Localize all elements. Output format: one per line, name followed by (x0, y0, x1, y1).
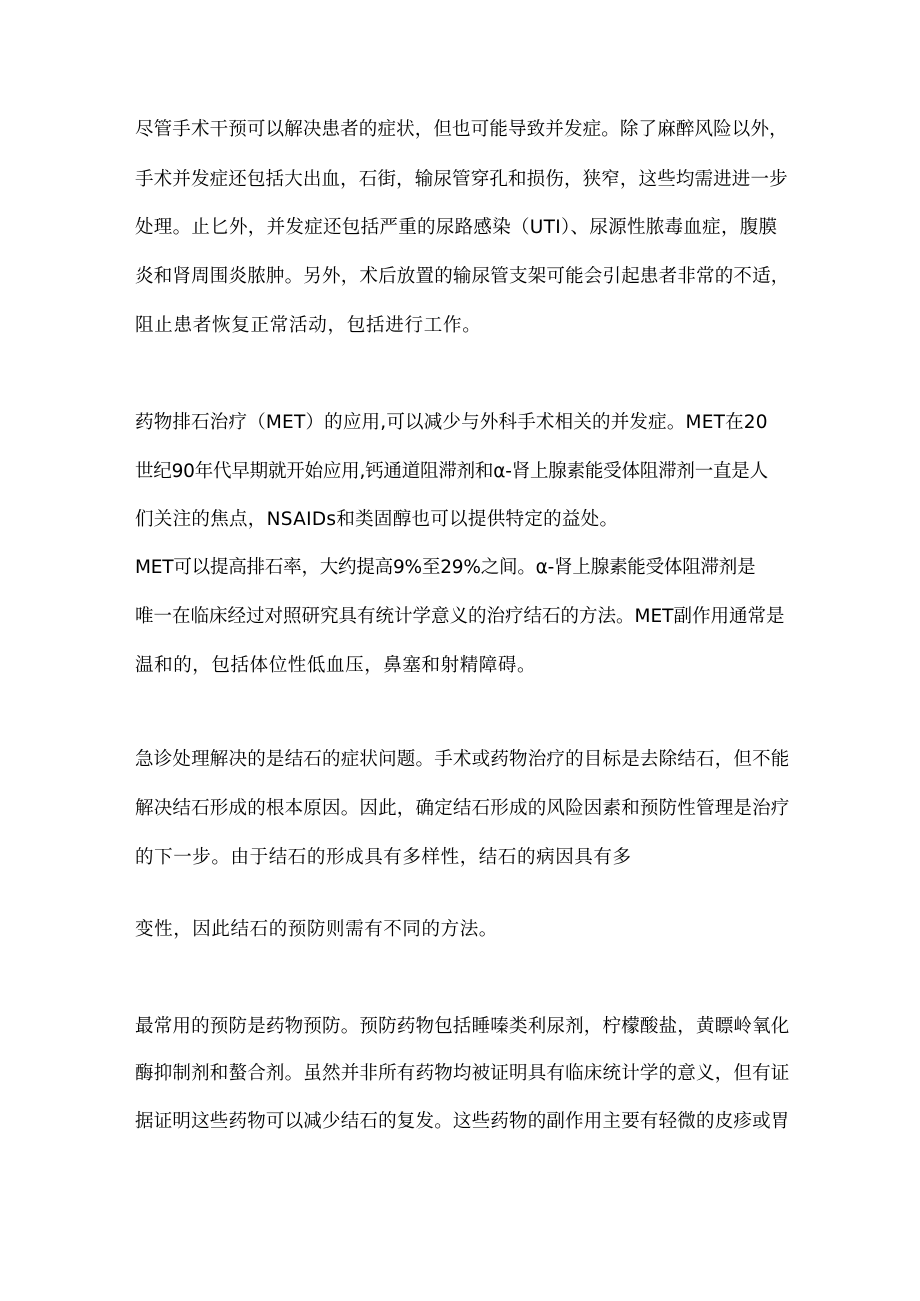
text-line: 阻止患者恢复正常活动，包括进行工作。 (135, 315, 482, 336)
text-line: 炎和肾周围炎脓肿。另外，术后放置的输尿管支架可能会引起患者非常的不适， (135, 266, 790, 287)
text-line: 们关注的焦点，NSAIDs和类固醇也可以提供特定的益处。 (135, 509, 619, 530)
text-line: 据证明这些药物可以减少结石的复发。这些药物的副作用主要有轻微的皮疹或胃 (135, 1111, 790, 1132)
text-line: 酶抑制剂和螯合剂。虽然并非所有药物均被证明具有临床统计学的意义，但有证 (135, 1063, 790, 1084)
text-line: 的下一步。由于结石的形成具有多样性，结石的病因具有多 (135, 847, 632, 868)
text-line: 处理。止匕外，并发症还包括严重的尿路感染（UTI）、尿源性脓毒血症，腹膜 (135, 217, 778, 238)
text-line: MET可以提高排石率，大约提高9%至29%之间。α-肾上腺素能受体阻滞剂是 (135, 557, 756, 578)
text-line: 尽管手术干预可以解决患者的症状，但也可能导致并发症。除了麻醉风险以外， (135, 119, 788, 140)
text-line: 最常用的预防是药物预防。预防药物包括睡嗪类利尿剂，柠檬酸盐，黄瞟岭氧化 (135, 1016, 790, 1037)
text-line: 药物排石治疗（MET）的应用,可以减少与外科手术相关的并发症。MET在20 (135, 412, 768, 433)
text-line: 变性，因此结石的预防则需有不同的方法。 (135, 919, 498, 940)
text-line: 手术并发症还包括大出血，石街，输尿管穿孔和损伤，狭窄，这些均需进进一步 (135, 169, 788, 190)
text-line: 唯一在临床经过对照研究具有统计学意义的治疗结石的方法。MET副作用通常是 (135, 606, 785, 627)
text-line: 急诊处理解决的是结石的症状问题。手术或药物治疗的目标是去除结石，但不能 (135, 749, 790, 770)
text-line: 温和的，包括体位性低血压，鼻塞和射精障碍。 (135, 655, 537, 676)
text-line: 解决结石形成的根本原因。因此，确定结石形成的风险因素和预防性管理是治疗 (135, 798, 790, 819)
text-line: 世纪90年代早期就开始应用,钙通道阻滞剂和α-肾上腺素能受体阻滞剂一直是人 (135, 461, 768, 482)
